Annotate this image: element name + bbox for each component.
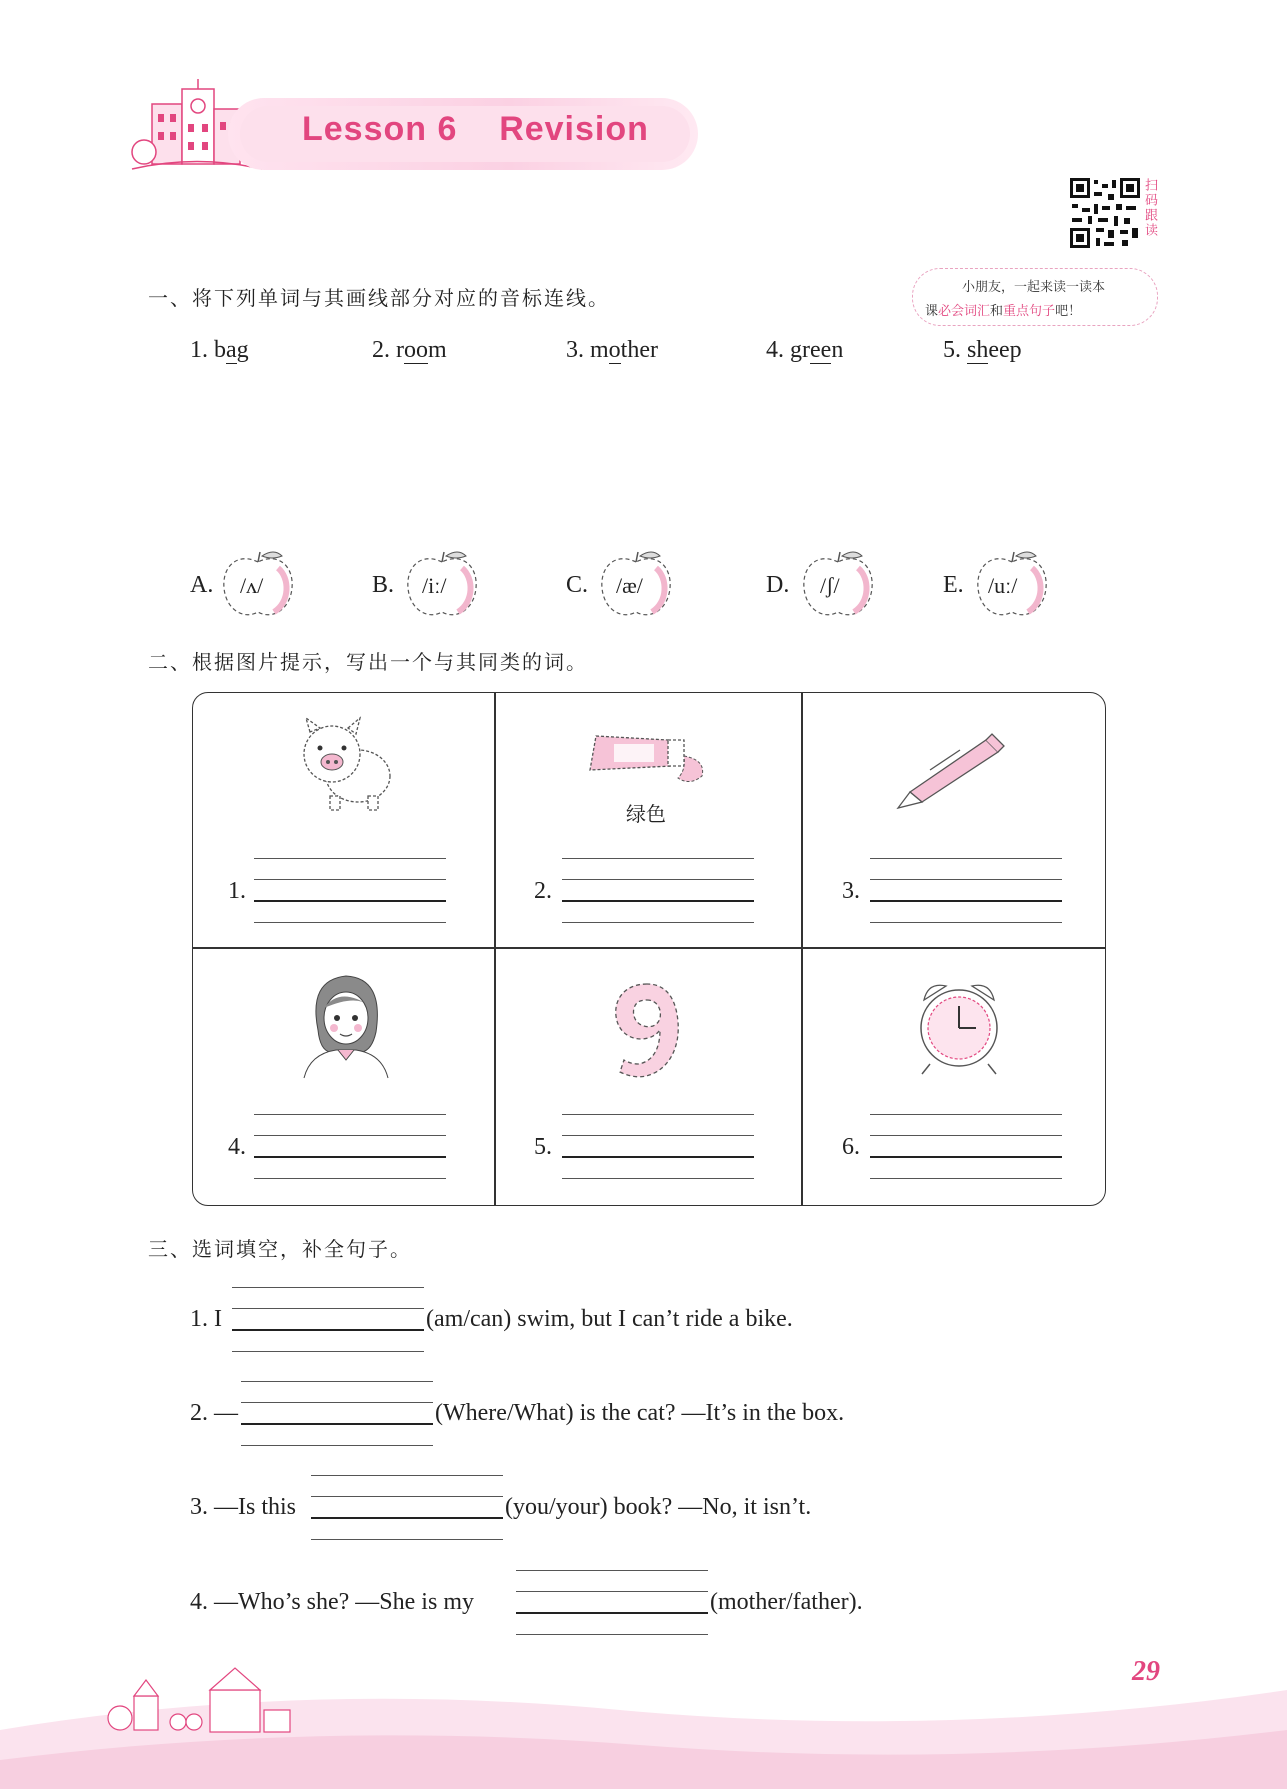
cell-caption-2: 绿色 bbox=[626, 802, 666, 826]
writing-lines[interactable] bbox=[870, 1114, 1062, 1178]
cell-number-4: 4. bbox=[228, 1134, 246, 1160]
blank-4[interactable] bbox=[516, 1570, 708, 1634]
writing-lines[interactable] bbox=[254, 1114, 446, 1178]
option-letter-b: B. bbox=[372, 572, 395, 598]
sentence-2-suffix: (Where/What) is the cat? —It’s in the box. bbox=[435, 1400, 845, 1426]
option-letter-e: E. bbox=[943, 572, 964, 598]
lesson-title bbox=[302, 110, 649, 149]
word-item-2 bbox=[372, 337, 447, 364]
word-part: m bbox=[428, 337, 447, 363]
word-part: ther bbox=[620, 337, 658, 363]
word-part: g bbox=[236, 337, 249, 363]
cell-number-2: 2. bbox=[534, 878, 552, 904]
word-number: 5. bbox=[943, 337, 961, 363]
pig-icon bbox=[290, 716, 400, 816]
cell-number-6: 6. bbox=[842, 1134, 860, 1160]
option-letter-a: A. bbox=[190, 572, 214, 598]
word-number: 4. bbox=[766, 337, 784, 363]
phonetic-d: /ʃ/ bbox=[820, 573, 840, 598]
paint-tube-icon bbox=[586, 726, 714, 790]
number-nine-icon bbox=[610, 978, 684, 1078]
sentence-2-prefix: 2. — bbox=[190, 1400, 238, 1426]
writing-lines[interactable] bbox=[562, 858, 754, 922]
underlined-part: sh bbox=[967, 337, 989, 363]
bubble-line-2 bbox=[925, 300, 1081, 319]
bubble-line-1: 小朋友，一起来读一读本 bbox=[962, 280, 1106, 295]
alarm-clock-icon bbox=[914, 978, 1004, 1076]
qr-code-icon bbox=[1070, 178, 1140, 248]
sentence-3-suffix: (you/your) book? —No, it isn’t. bbox=[505, 1494, 812, 1520]
sentence-4-suffix: (mother/father). bbox=[710, 1589, 863, 1615]
writing-lines[interactable] bbox=[562, 1114, 754, 1178]
underlined-part: a bbox=[226, 337, 237, 363]
underlined-part: ee bbox=[810, 337, 832, 363]
section-2-title: 二、根据图片提示，写出一个与其同类的词。 bbox=[148, 650, 588, 674]
cell-number-1: 1. bbox=[228, 878, 246, 904]
word-part: b bbox=[214, 337, 226, 363]
bubble-highlight: 必会词汇 bbox=[938, 304, 991, 319]
option-letter-c: C. bbox=[566, 572, 589, 598]
word-item-4 bbox=[766, 337, 843, 364]
underlined-part: o bbox=[608, 337, 621, 363]
sentence-4-prefix: 4. —Who’s she? —She is my bbox=[190, 1589, 480, 1615]
bubble-text: 和 bbox=[990, 304, 1004, 319]
pen-icon bbox=[890, 730, 1010, 810]
blank-2[interactable] bbox=[241, 1381, 433, 1445]
word-number: 2. bbox=[372, 337, 390, 363]
blank-3[interactable] bbox=[311, 1475, 503, 1539]
section-1-title: 一、将下列单词与其画线部分对应的音标连线。 bbox=[148, 286, 610, 310]
section-3-title: 三、选词填空，补全句子。 bbox=[148, 1237, 412, 1261]
bubble-text: 课 bbox=[925, 304, 939, 319]
grid-divider bbox=[494, 692, 496, 1206]
blank-1[interactable] bbox=[232, 1287, 424, 1351]
writing-lines[interactable] bbox=[870, 858, 1062, 922]
word-part: m bbox=[590, 337, 609, 363]
lesson-name: Revision bbox=[499, 110, 649, 148]
word-part: eep bbox=[988, 337, 1022, 363]
word-item-1 bbox=[190, 337, 249, 364]
page-number: 29 bbox=[1132, 1656, 1160, 1687]
word-part: gr bbox=[790, 337, 810, 363]
cell-number-3: 3. bbox=[842, 878, 860, 904]
grid-divider bbox=[192, 947, 1106, 949]
qr-label: 扫码跟读 bbox=[1142, 178, 1157, 238]
phonetic-b: /iː/ bbox=[422, 573, 447, 598]
word-item-3 bbox=[566, 337, 658, 364]
phonetic-a: /ʌ/ bbox=[240, 573, 264, 598]
bubble-text: 吧！ bbox=[1055, 304, 1082, 319]
word-number: 1. bbox=[190, 337, 208, 363]
sentence-1-prefix: 1. I bbox=[190, 1306, 228, 1332]
underlined-part: oo bbox=[404, 337, 428, 363]
lesson-number: Lesson 6 bbox=[302, 110, 458, 148]
grid-divider bbox=[801, 692, 803, 1206]
word-item-5 bbox=[943, 337, 1022, 364]
sentence-3-prefix: 3. —Is this bbox=[190, 1494, 303, 1520]
sentence-1-suffix: (am/can) swim, but I can’t ride a bike. bbox=[426, 1306, 793, 1332]
cell-number-5: 5. bbox=[534, 1134, 552, 1160]
word-part: n bbox=[831, 337, 844, 363]
bubble-highlight: 重点句子 bbox=[1003, 304, 1056, 319]
word-part: r bbox=[396, 337, 404, 363]
option-letter-d: D. bbox=[766, 572, 790, 598]
footer-decoration bbox=[0, 1640, 1287, 1789]
phonetic-e: /uː/ bbox=[988, 573, 1018, 598]
phonetic-c: /æ/ bbox=[616, 573, 643, 598]
writing-lines[interactable] bbox=[254, 858, 446, 922]
word-number: 3. bbox=[566, 337, 584, 363]
girl-icon bbox=[300, 970, 392, 1080]
